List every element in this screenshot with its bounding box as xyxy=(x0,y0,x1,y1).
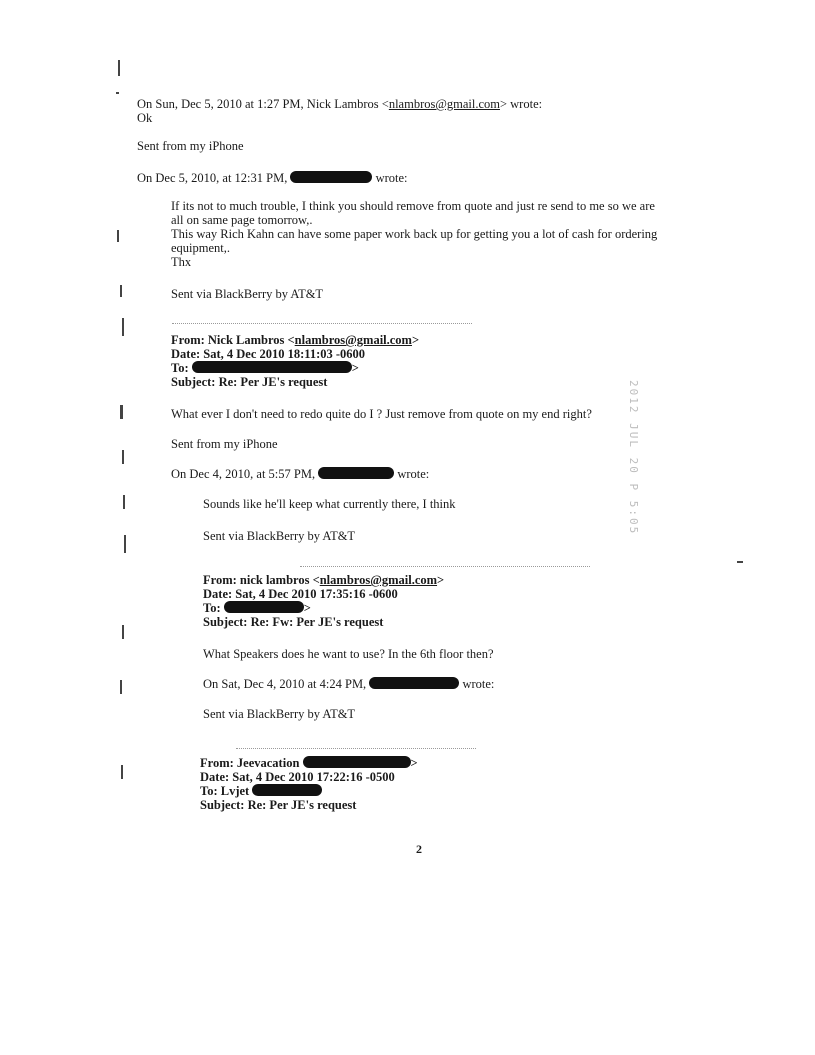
scan-mark xyxy=(120,405,123,419)
scan-mark xyxy=(117,230,119,242)
separator-rule xyxy=(172,323,472,325)
email-link[interactable]: nlambros@gmail.com xyxy=(319,573,438,587)
redaction-bar xyxy=(252,784,322,796)
scan-mark xyxy=(122,318,124,336)
scan-mark xyxy=(120,680,122,694)
reply-header: On Dec 5, 2010, at 12:31 PM, wrote: xyxy=(137,171,408,185)
body-text: This way Rich Kahn can have some paper work back up for getting you a lot of cash for ordering xyxy=(171,227,658,241)
email-link[interactable]: nlambros@gmail.com xyxy=(294,333,412,347)
redaction-bar xyxy=(290,171,372,183)
body-text: What Speakers does he want to use? In the 6th floor then? xyxy=(203,647,494,661)
header-subject: Subject: Re: Per JE's request xyxy=(171,375,328,389)
redaction-bar xyxy=(224,601,304,613)
header-date: Date: Sat, 4 Dec 2010 17:35:16 -0600 xyxy=(203,587,398,601)
body-text: What ever I don't need to redo quite do I ? Just remove from quote on my end right? xyxy=(171,407,592,421)
header-to: To: Lvjet xyxy=(200,784,322,798)
received-stamp: 2012 JUL 20 P 5:05 xyxy=(627,380,640,536)
header-from: From: nick lambros <nlambros@gmail.com> xyxy=(203,573,445,587)
signature: Sent via BlackBerry by AT&T xyxy=(203,707,356,721)
scan-mark xyxy=(121,765,123,779)
redaction-bar xyxy=(192,361,352,373)
body-text: Sounds like he'll keep what currently there, I think xyxy=(203,497,456,511)
reply-header: On Sat, Dec 4, 2010 at 4:24 PM, wrote: xyxy=(203,677,495,691)
header-subject: Subject: Re: Per JE's request xyxy=(200,798,357,812)
separator-rule xyxy=(236,748,476,750)
body-text: all on same page tomorrow,. xyxy=(171,213,313,227)
header-to: To: > xyxy=(203,601,311,615)
page-number: 2 xyxy=(416,842,422,856)
body-text: Thx xyxy=(171,255,192,269)
separator-rule xyxy=(300,566,590,568)
scan-mark xyxy=(737,561,743,563)
header-to: To: > xyxy=(171,361,359,375)
scan-mark xyxy=(123,495,125,509)
header-from: From: Jeevacation > xyxy=(200,756,418,770)
header-date: Date: Sat, 4 Dec 2010 18:11:03 -0600 xyxy=(171,347,366,361)
header-date: Date: Sat, 4 Dec 2010 17:22:16 -0500 xyxy=(200,770,395,784)
scan-mark xyxy=(124,535,126,553)
scan-mark xyxy=(120,285,122,297)
redaction-bar xyxy=(303,756,411,768)
body-text: Ok xyxy=(137,111,153,125)
scan-mark xyxy=(116,92,119,94)
redaction-bar xyxy=(369,677,459,689)
scan-mark xyxy=(118,60,120,76)
body-text: If its not to much trouble, I think you should remove from quote and just re send to me so we are xyxy=(171,199,655,213)
email-link[interactable]: nlambros@gmail.com xyxy=(388,97,500,111)
header-subject: Subject: Re: Fw: Per JE's request xyxy=(203,615,384,629)
reply-header: On Dec 4, 2010, at 5:57 PM, wrote: xyxy=(171,467,430,481)
scan-mark xyxy=(122,450,124,464)
signature: Sent from my iPhone xyxy=(171,437,278,451)
scan-mark xyxy=(122,625,124,639)
signature: Sent via BlackBerry by AT&T xyxy=(171,287,324,301)
signature: Sent via BlackBerry by AT&T xyxy=(203,529,356,543)
body-text: equipment,. xyxy=(171,241,231,255)
reply-header: On Sun, Dec 5, 2010 at 1:27 PM, Nick Lambros <nlambros@gmail.com> wrote: xyxy=(137,97,543,111)
header-from: From: Nick Lambros <nlambros@gmail.com> xyxy=(171,333,420,347)
signature: Sent from my iPhone xyxy=(137,139,244,153)
redaction-bar xyxy=(318,467,394,479)
